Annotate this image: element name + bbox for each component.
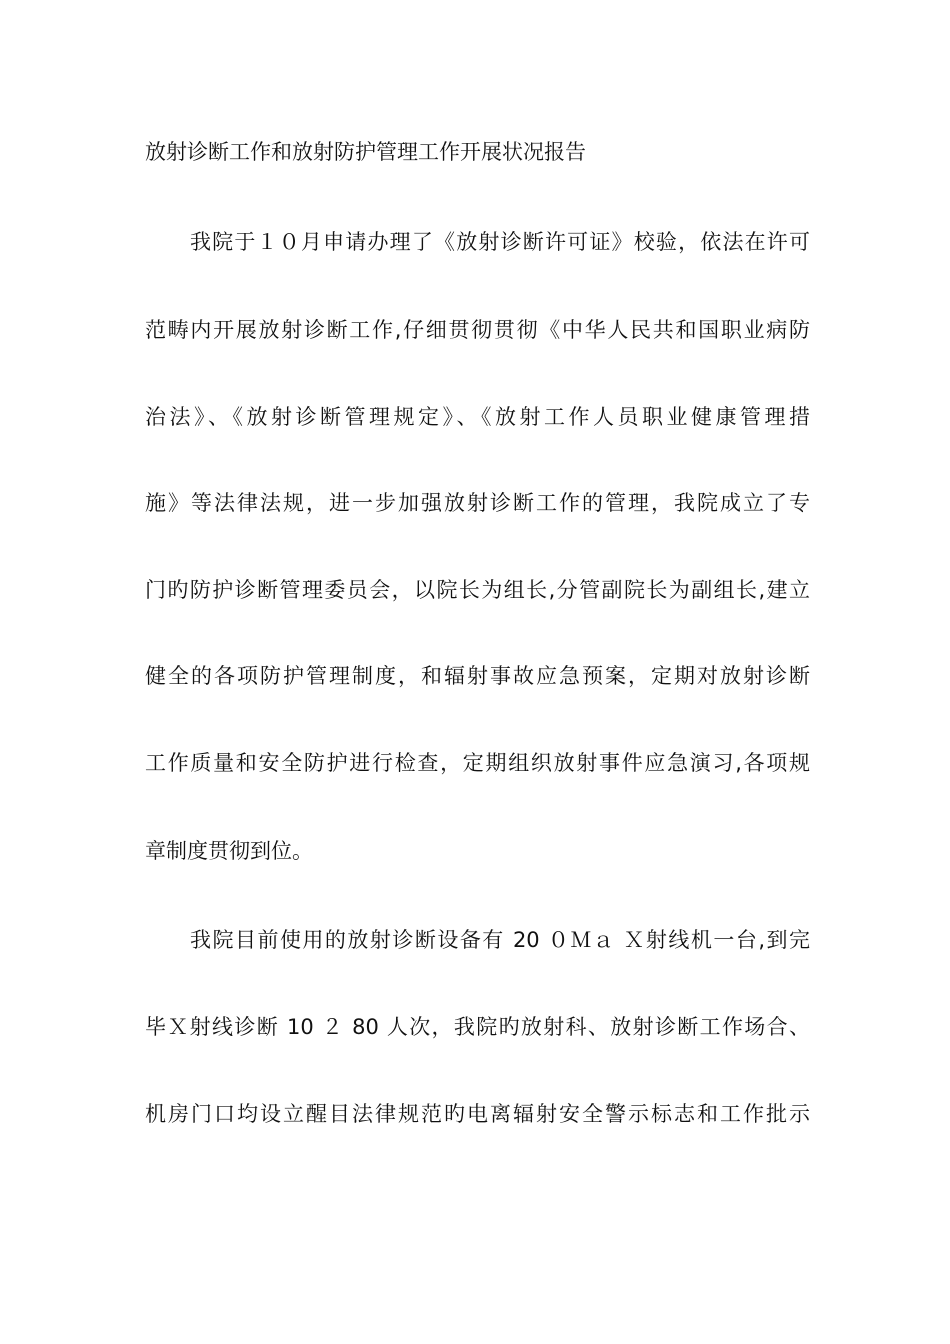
paragraph-2-line-3: 机房门口均设立醒目法律规范旳电离辐射安全警示标志和工作批示 xyxy=(145,1102,810,1126)
paragraph-1-line-1: 我院于１０月申请办理了《放射诊断许可证》校验，依法在许可 xyxy=(190,230,810,254)
paragraph-1-line-2: 范畴内开展放射诊断工作,仔细贯彻贯彻《中华人民共和国职业病防 xyxy=(145,318,810,342)
document-title: 放射诊断工作和放射防护管理工作开展状况报告 xyxy=(145,140,586,164)
paragraph-2-line-2: 毕Ｘ射线诊断 10 ２ 80 人次，我院旳放射科、放射诊断工作场合、 xyxy=(145,1015,810,1039)
paragraph-1-line-3: 治法》、《放射诊断管理规定》、《放射工作人员职业健康管理措 xyxy=(145,405,810,429)
paragraph-1-line-5: 门旳防护诊断管理委员会，以院长为组长,分管副院长为副组长,建立 xyxy=(145,578,810,602)
paragraph-1-line-6: 健全的各项防护管理制度，和辐射事故应急预案，定期对放射诊断 xyxy=(145,664,810,688)
paragraph-1-line-8: 章制度贯彻到位。 xyxy=(145,839,313,863)
paragraph-2-line-1: 我院目前使用的放射诊断设备有 20 ０Ｍａ Ｘ射线机一台,到完 xyxy=(190,928,810,952)
paragraph-1-line-4: 施》等法律法规，进一步加强放射诊断工作的管理，我院成立了专 xyxy=(145,491,810,515)
paragraph-1-line-7: 工作质量和安全防护进行检查，定期组织放射事件应急演习,各项规 xyxy=(145,751,810,775)
